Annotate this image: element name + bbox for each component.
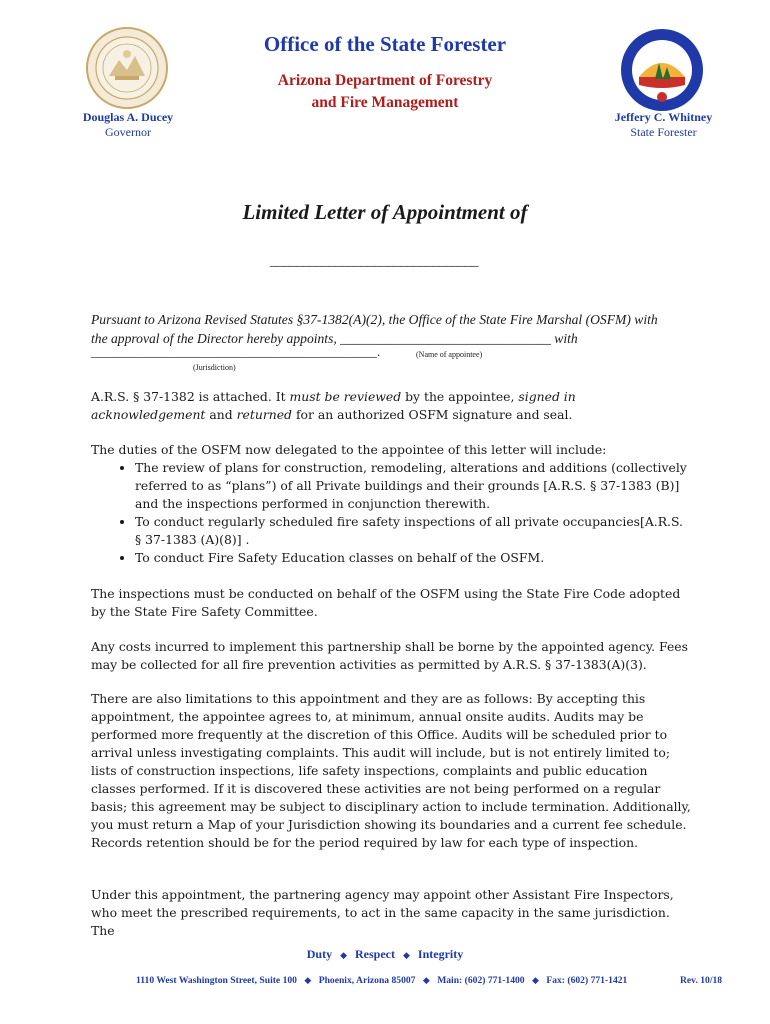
footer-motto (0, 947, 770, 962)
duties-intro: The duties of the OSFM now delegated to the appointee of this letter will include: (91, 442, 607, 457)
list-item: • The review of plans for construction, remodeling, alterations and additions (collectively referred to as “plans”) of all Private buildings and their grounds [A.R.S. § 37-1383 (B)] and the inspections performed in conjunction therewith. (135, 459, 691, 513)
department-line-2: and Fire Management (311, 94, 459, 111)
p1-emphasis-reviewed: must be reviewed (289, 389, 402, 404)
forester-name: Jeffery C. Whitney (614, 110, 713, 124)
motto-respect: Respect (355, 947, 395, 961)
revision-label: Rev. 10/18 (680, 975, 723, 986)
governor-block (79, 110, 177, 140)
fax-number: Fax: (602) 771-1421 (546, 975, 628, 986)
p1-emphasis-returned: returned (236, 407, 292, 422)
p1-emphasis-signed: signed in acknowledgement (91, 389, 576, 422)
limitations-paragraph: There are also limitations to this appointment and they are as follows: By accepting this appointment, the appointee agrees to, at minimum, annual onsite audits. Audits may be performed more frequently at the discretion of this Office. Audits will be scheduled prior to arrival unless investigating complaints. This audit will include, but is not entirely limited to; lists of construction inspections, life safety inspections, complaints and public education classes performed. If it is discovered these activities are not being performed on a regular basis; this agreement may be subject to disciplinary action to include termination. Additionally, you must return a Map of your Jurisdiction showing its boundaries and a current fee schedule. Records retention should be for the period required by law for each type of inspection. (91, 691, 691, 850)
partnering-agency-paragraph: Under this appointment, the partnering agency may appoint other Assistant Fire Inspectors, who meet the prescribed requirements, to act in the same capacity in the same jurisdiction. The (91, 887, 674, 938)
inspections-paragraph: The inspections must be conducted on behalf of the OSFM using the State Fire Code adopted by the State Fire Safety Committee. (91, 586, 681, 619)
p1-text-c: by the appointee, (401, 389, 519, 404)
intro-line-1: Pursuant to Arizona Revised Statutes §37-1382(A)(2), the Office of the State Fire Marshal (OSFM) with (91, 312, 658, 327)
jurisdiction-blank: ____________________________________________. (91, 344, 381, 359)
acknowledgement-paragraph (91, 388, 691, 424)
jurisdiction-label: (Jurisdiction) (193, 363, 236, 372)
name-of-appointee-label: (Name of appointee) (416, 350, 483, 359)
duties-list (91, 459, 691, 567)
main-phone: Main: (602) 771-1400 (437, 975, 525, 986)
forester-role: State Forester (630, 125, 697, 139)
department-name (0, 70, 770, 114)
department-line-1: Arizona Department of Forestry (277, 72, 493, 89)
diamond-icon: ◆ (304, 975, 312, 985)
motto-integrity: Integrity (417, 947, 464, 961)
footer-address (136, 975, 627, 986)
forester-block (606, 110, 721, 140)
document-title: Limited Letter of Appointment of (242, 200, 528, 224)
intro-paragraph (91, 310, 691, 348)
costs-paragraph: Any costs incurred to implement this partnership shall be borne by the appointed agency. Fees may be collected for all fire prevention activities as permitted by A.R.S. § 37-1383(A)(3). (91, 639, 688, 672)
duties-section (91, 441, 691, 567)
city-state-zip: Phoenix, Arizona 85007 (318, 975, 416, 986)
list-item: • To conduct regularly scheduled fire safety inspections of all private occupancies[A.R.S. § 37-1383 (A)(8)] . (135, 513, 691, 549)
diamond-icon: ◆ (532, 975, 539, 985)
governor-name: Douglas A. Ducey (82, 110, 174, 124)
p1-text-g: for an authorized OSFM signature and seal. (292, 407, 573, 422)
diamond-icon: ◆ (422, 975, 430, 985)
intro-line-2: the approval of the Director hereby appoints, _______________________________ with (91, 331, 578, 346)
list-item: • To conduct Fire Safety Education classes on behalf of the OSFM. (135, 549, 691, 567)
motto-duty: Duty (306, 947, 333, 961)
diamond-icon: ◆ (340, 950, 348, 960)
office-title: Office of the State Forester (263, 32, 507, 56)
p1-text-a: A.R.S. § 37-1382 is attached. It (91, 389, 290, 404)
governor-role: Governor (105, 125, 151, 139)
p1-text-e: and (205, 407, 237, 422)
appointee-name-blank: ________________________________ (270, 254, 478, 269)
diamond-icon: ◆ (403, 950, 410, 960)
street-address: 1110 West Washington Street, Suite 100 (136, 975, 297, 986)
